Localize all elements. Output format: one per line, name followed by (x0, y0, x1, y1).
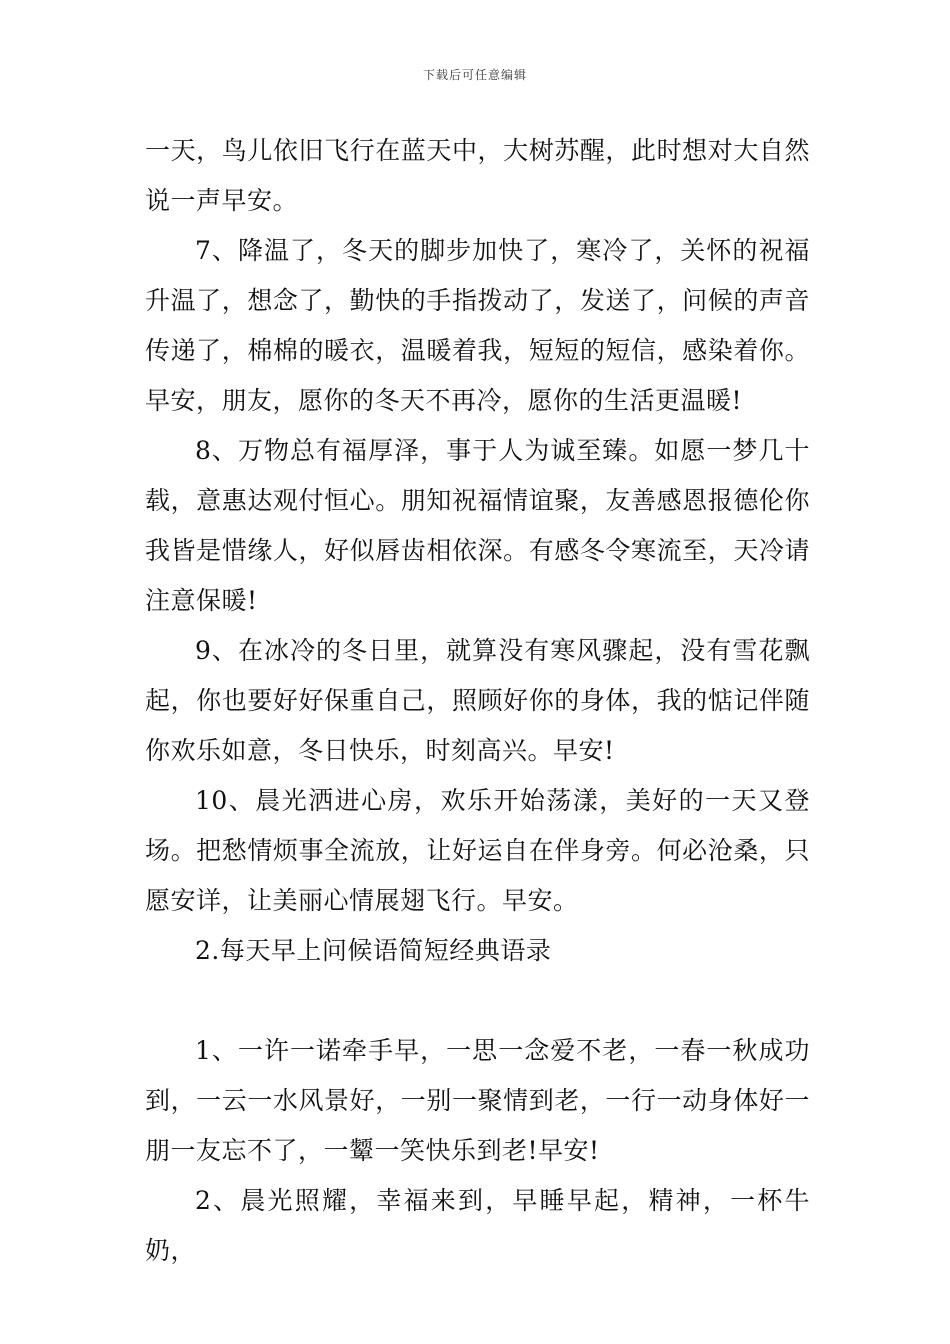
paragraph-continuation: 一天，鸟儿依旧飞行在蓝天中，大树苏醒，此时想对大自然说一声早安。 (145, 136, 810, 215)
section-heading: 2.每天早上问候语简短经典语录 (195, 936, 552, 965)
paragraph-item-10: 10、晨光洒进心房，欢乐开始荡漾，美好的一天又登场。把愁情烦事全流放，让好运自在伴身旁。何必沧桑，只愿安详，让美丽心情展翅飞行。早安。 (145, 786, 810, 915)
document-body (145, 126, 810, 1276)
paragraph-item-8: 8、万物总有福厚泽，事于人为诚至臻。如愿一梦几十载，意惠达观付恒心。朋知祝福情谊聚，友善感恩报德伦你我皆是惜缘人，好似唇齿相依深。有感冬令寒流至，天冷请注意保暖! (145, 436, 810, 615)
paragraph-item-7: 7、降温了，冬天的脚步加快了，寒冷了，关怀的祝福升温了，想念了，勤快的手指拨动了，发送了，问候的声音传递了，棉棉的暖衣，温暖着我，短短的短信，感染着你。早安，朋友，愿你的冬天不再冷，愿你的生活更温暖! (145, 236, 810, 415)
section-spacer (145, 976, 810, 1026)
section-item-1: 1、一许一诺牵手早，一思一念爱不老，一春一秋成功到，一云一水风景好，一别一聚情到老，一行一动身体好一朋一友忘不了，一颦一笑快乐到老!早安! (145, 1036, 810, 1165)
page-header: 下载后可任意编辑 (422, 68, 527, 82)
paragraph-item-9: 9、在冰冷的冬日里，就算没有寒风骤起，没有雪花飘起，你也要好好保重自己，照顾好你的身体，我的惦记伴随你欢乐如意，冬日快乐，时刻高兴。早安! (145, 636, 810, 765)
section-item-2: 2、晨光照耀，幸福来到，早睡早起，精神，一杯牛奶， (145, 1186, 810, 1265)
